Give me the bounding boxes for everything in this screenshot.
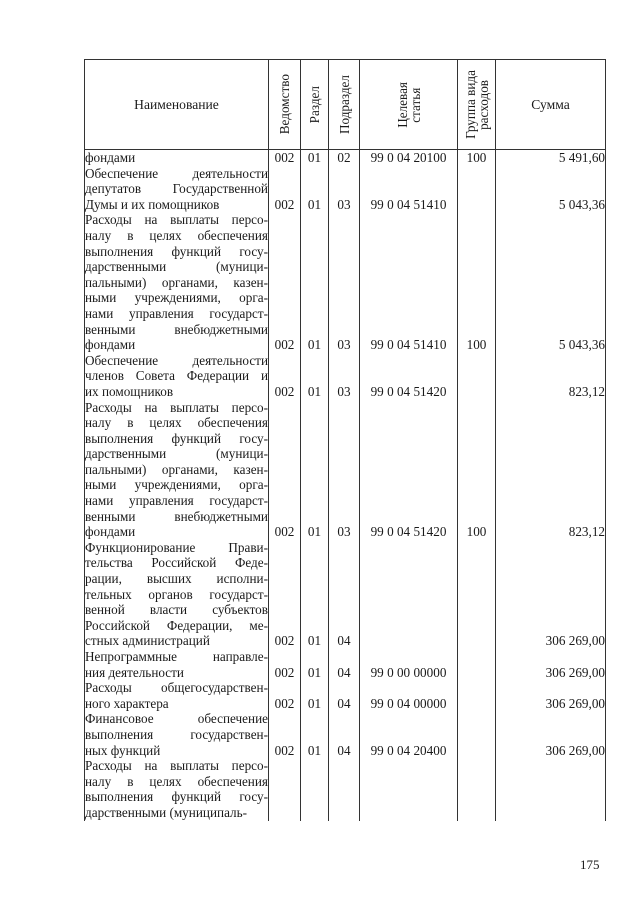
row-name-line: Непрограммные направле-	[85, 649, 268, 664]
row-name-line: Расходы на выплаты персо-	[85, 212, 268, 228]
row-gruppa: 100	[458, 400, 496, 540]
budget-table	[84, 59, 606, 821]
row-name-line: членов Совета Федерации и	[85, 368, 268, 384]
row-name-line: Думы и их помощников	[85, 196, 220, 212]
row-name-line: ного характера	[85, 695, 169, 711]
table-row	[85, 711, 606, 758]
header-name: Наименование	[85, 60, 269, 150]
table-row	[85, 212, 606, 352]
row-summa: 306 269,00	[496, 540, 606, 649]
table-row	[85, 540, 606, 649]
row-razdel: 01	[301, 212, 329, 352]
row-gruppa	[458, 540, 496, 649]
row-name-line: депутатов Государственной	[85, 181, 268, 197]
row-vedomstvo: 002	[269, 711, 301, 758]
row-gruppa	[458, 758, 496, 820]
header-gruppa-vida-raskhodov: Группа вида расходов	[458, 60, 496, 150]
row-razdel: 01	[301, 711, 329, 758]
row-razdel: 01	[301, 400, 329, 540]
row-celevaya-statya: 99 0 04 51420	[360, 400, 458, 540]
row-vedomstvo	[269, 758, 301, 820]
row-name-line: пальными) органами, казен-	[85, 461, 268, 477]
row-gruppa	[458, 353, 496, 400]
row-razdel: 01	[301, 166, 329, 213]
row-name	[85, 353, 269, 400]
row-name	[85, 166, 269, 213]
row-name-line: Расходы общегосударствен-	[85, 680, 268, 696]
row-name	[85, 400, 269, 540]
row-razdel: 01	[301, 649, 329, 680]
row-name-line: Обеспечение деятельности	[85, 352, 268, 368]
row-podrazdel: 03	[329, 400, 360, 540]
row-summa: 823,12	[496, 400, 606, 540]
row-name-line: Обеспечение деятельности	[85, 165, 268, 181]
row-celevaya-statya: 99 0 00 00000	[360, 649, 458, 680]
table-row	[85, 680, 606, 711]
row-name-line: ными учреждениями, орга-	[85, 477, 268, 493]
row-name-line: ных функций	[85, 742, 161, 758]
row-name-line: их помощников	[85, 383, 174, 399]
row-podrazdel: 03	[329, 353, 360, 400]
row-name-line: тельства Российской Феде-	[85, 555, 268, 571]
row-name-line: Расходы на выплаты персо-	[85, 758, 268, 774]
row-name	[85, 212, 269, 352]
row-celevaya-statya	[360, 758, 458, 820]
row-summa: 5 491,60	[496, 150, 606, 166]
row-razdel: 01	[301, 540, 329, 649]
row-name-line: венными внебюджетными	[85, 321, 268, 337]
row-gruppa	[458, 166, 496, 213]
header-razdel: Раздел	[301, 60, 329, 150]
row-gruppa	[458, 711, 496, 758]
row-podrazdel: 02	[329, 150, 360, 166]
row-name-line: фондами	[85, 524, 136, 540]
row-name-line: фондами	[85, 150, 136, 165]
row-vedomstvo: 002	[269, 150, 301, 166]
header-summa: Сумма	[496, 60, 606, 150]
row-vedomstvo: 002	[269, 212, 301, 352]
row-gruppa	[458, 680, 496, 711]
row-summa: 306 269,00	[496, 680, 606, 711]
row-vedomstvo: 002	[269, 540, 301, 649]
row-razdel: 01	[301, 680, 329, 711]
row-celevaya-statya	[360, 540, 458, 649]
row-vedomstvo: 002	[269, 680, 301, 711]
row-name-line: венными внебюджетными	[85, 508, 268, 524]
row-razdel: 01	[301, 150, 329, 166]
row-podrazdel: 03	[329, 166, 360, 213]
row-name-line: нами управления государст-	[85, 305, 268, 321]
row-name-line: ния деятельности	[85, 664, 184, 680]
row-name-line: Российской Федерации, ме-	[85, 617, 268, 633]
row-name-line: дарственными (муници-	[85, 259, 268, 275]
row-celevaya-statya: 99 0 04 00000	[360, 680, 458, 711]
table-row	[85, 649, 606, 680]
row-name-line: дарственными (муници-	[85, 446, 268, 462]
row-podrazdel: 04	[329, 649, 360, 680]
table-body	[85, 150, 606, 821]
row-celevaya-statya: 99 0 04 20100	[360, 150, 458, 166]
row-name-line: налу в целях обеспечения	[85, 415, 268, 431]
row-name-line: выполнения функций госу-	[85, 789, 268, 805]
row-razdel: 01	[301, 353, 329, 400]
row-vedomstvo: 002	[269, 353, 301, 400]
row-name-line: стных администраций	[85, 633, 210, 649]
row-name-line: нами управления государст-	[85, 493, 268, 509]
row-podrazdel: 04	[329, 540, 360, 649]
row-name-line: Расходы на выплаты персо-	[85, 399, 268, 415]
row-podrazdel	[329, 758, 360, 820]
row-name-line: рации, высших исполни-	[85, 571, 268, 587]
table-header	[85, 60, 606, 150]
table-row	[85, 400, 606, 540]
row-name	[85, 680, 269, 711]
row-gruppa: 100	[458, 212, 496, 352]
row-name-line: выполнения функций госу-	[85, 243, 268, 259]
row-summa: 823,12	[496, 353, 606, 400]
row-name-line: Финансовое обеспечение	[85, 711, 268, 727]
row-name	[85, 150, 269, 166]
table-row	[85, 166, 606, 213]
page-number: 175	[580, 857, 600, 872]
row-gruppa: 100	[458, 150, 496, 166]
row-name-line: дарственными (муниципаль-	[85, 804, 248, 820]
row-summa: 5 043,36	[496, 212, 606, 352]
row-name	[85, 711, 269, 758]
row-summa: 306 269,00	[496, 711, 606, 758]
row-vedomstvo: 002	[269, 649, 301, 680]
row-name-line: венной власти субъектов	[85, 602, 268, 618]
row-name-line: Функционирование Прави-	[85, 539, 268, 555]
row-name-line: фондами	[85, 337, 136, 353]
header-vedomstvo: Ведомство	[269, 60, 301, 150]
row-name	[85, 540, 269, 649]
header-podrazdel: Подраздел	[329, 60, 360, 150]
row-podrazdel: 04	[329, 711, 360, 758]
row-name-line: выполнения государствен-	[85, 726, 268, 742]
table-row	[85, 353, 606, 400]
row-name	[85, 649, 269, 680]
row-celevaya-statya: 99 0 04 51420	[360, 353, 458, 400]
row-name-line: налу в целях обеспечения	[85, 227, 268, 243]
row-podrazdel: 04	[329, 680, 360, 711]
row-name-line: пальными) органами, казен-	[85, 274, 268, 290]
row-name-line: выполнения функций госу-	[85, 430, 268, 446]
row-celevaya-statya: 99 0 04 20400	[360, 711, 458, 758]
row-vedomstvo: 002	[269, 166, 301, 213]
row-summa: 306 269,00	[496, 649, 606, 680]
table-row	[85, 150, 606, 166]
row-name-line: налу в целях обеспечения	[85, 773, 268, 789]
row-podrazdel: 03	[329, 212, 360, 352]
row-celevaya-statya: 99 0 04 51410	[360, 166, 458, 213]
header-celevaya-statya: Целевая статья	[360, 60, 458, 150]
row-name	[85, 758, 269, 820]
row-vedomstvo: 002	[269, 400, 301, 540]
row-gruppa	[458, 649, 496, 680]
row-summa: 5 043,36	[496, 166, 606, 213]
row-celevaya-statya: 99 0 04 51410	[360, 212, 458, 352]
row-razdel	[301, 758, 329, 820]
row-name-line: ными учреждениями, орга-	[85, 290, 268, 306]
row-name-line: тельных органов государст-	[85, 586, 268, 602]
table-row	[85, 758, 606, 820]
row-summa	[496, 758, 606, 820]
